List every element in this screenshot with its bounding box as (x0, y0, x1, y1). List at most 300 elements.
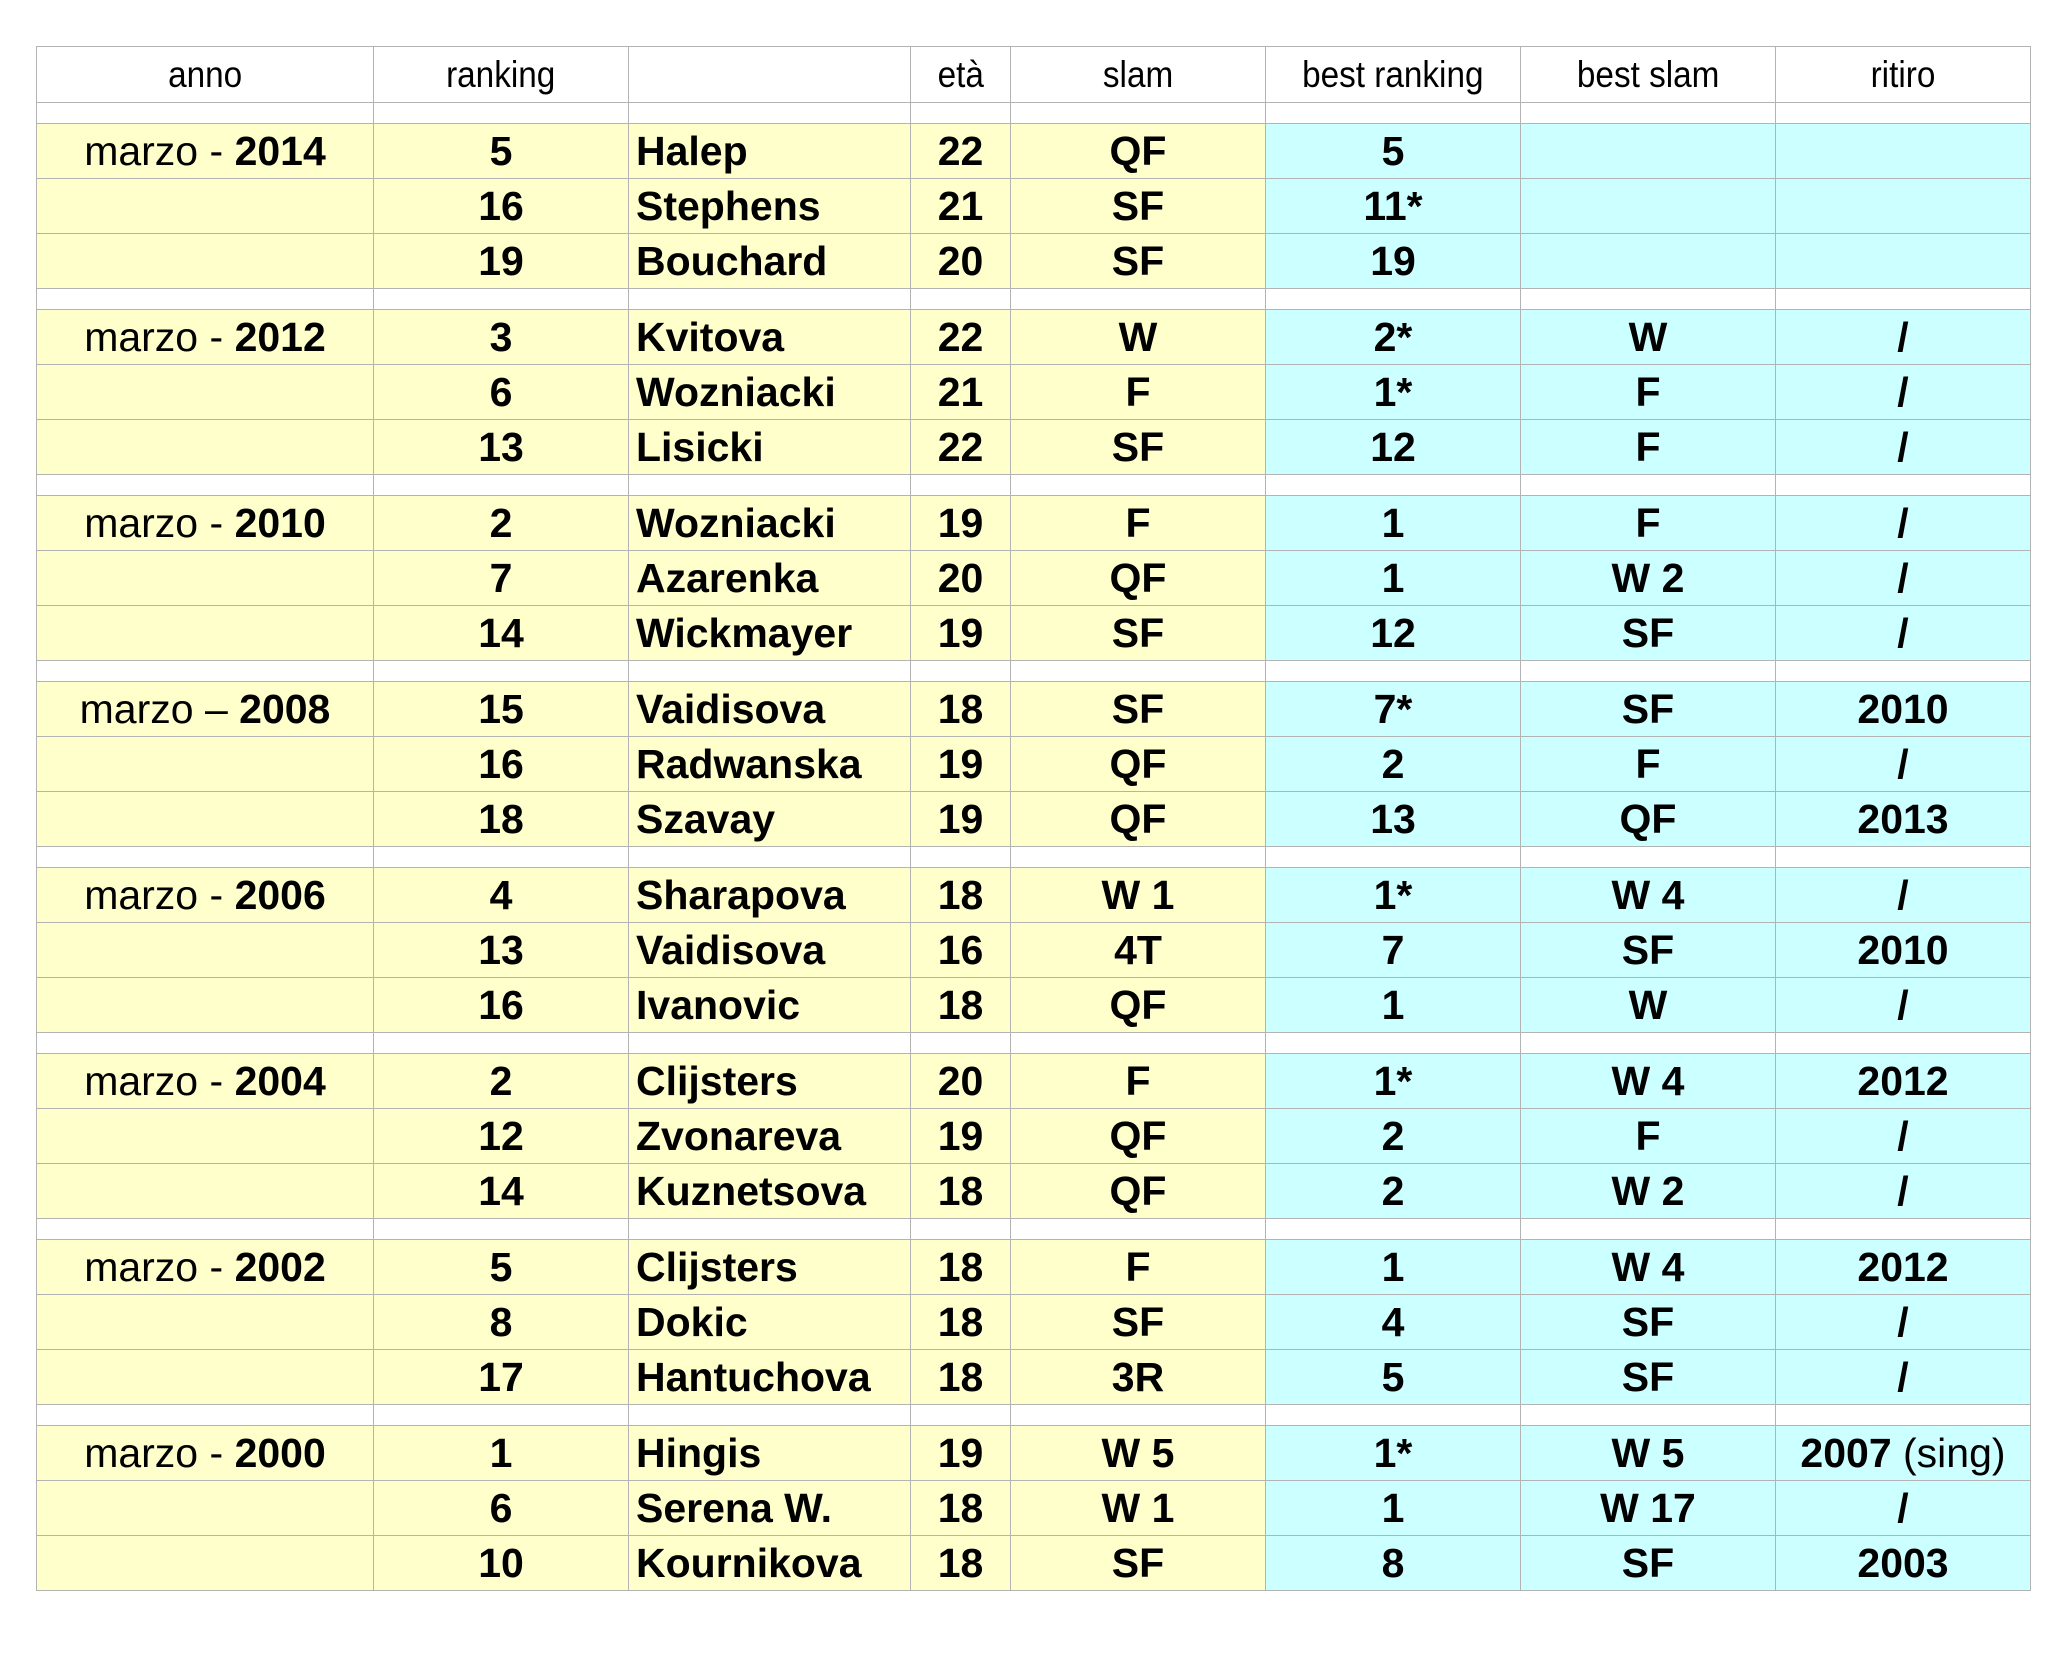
table-row (37, 792, 2031, 847)
separator-cell (911, 103, 1011, 124)
table-row (37, 1536, 2031, 1591)
slam-cell: W (1011, 310, 1266, 365)
table-row (37, 923, 2031, 978)
player-name-cell: Radwanska (629, 737, 911, 792)
year-cell (37, 179, 374, 234)
player-name-cell: Hingis (629, 1426, 911, 1481)
separator-cell (1776, 289, 2031, 310)
header-row (37, 47, 2031, 103)
year-cell (37, 1426, 374, 1481)
separator-cell (1776, 1405, 2031, 1426)
table-row (37, 365, 2031, 420)
player-name-cell: Serena W. (629, 1481, 911, 1536)
player-name-cell: Dokic (629, 1295, 911, 1350)
separator-cell (1776, 1219, 2031, 1240)
group-separator (37, 1405, 2031, 1426)
ritiro-cell (1776, 1426, 2031, 1481)
year-value: 2002 (234, 1243, 326, 1290)
group-separator (37, 1219, 2031, 1240)
best-ranking-cell: 1* (1266, 1054, 1521, 1109)
best-slam-cell: SF (1521, 1295, 1776, 1350)
table-row (37, 1240, 2031, 1295)
ritiro-value: / (1897, 981, 1909, 1028)
year-prefix: marzo – (79, 685, 240, 732)
separator-cell (374, 103, 629, 124)
separator-cell (374, 847, 629, 868)
player-name-cell: Clijsters (629, 1054, 911, 1109)
year-cell (37, 1164, 374, 1219)
age-cell: 18 (911, 1536, 1011, 1591)
best-slam-cell: W 17 (1521, 1481, 1776, 1536)
separator-cell (1521, 661, 1776, 682)
ranking-cell: 19 (374, 234, 629, 289)
slam-cell: QF (1011, 737, 1266, 792)
best-slam-cell: SF (1521, 682, 1776, 737)
slam-cell: SF (1011, 420, 1266, 475)
ranking-cell: 2 (374, 496, 629, 551)
ranking-cell: 6 (374, 1481, 629, 1536)
age-cell: 18 (911, 978, 1011, 1033)
table-row (37, 1054, 2031, 1109)
table-row (37, 1481, 2031, 1536)
age-cell: 20 (911, 1054, 1011, 1109)
best-ranking-cell: 1* (1266, 1426, 1521, 1481)
ritiro-cell (1776, 606, 2031, 661)
year-cell (37, 1481, 374, 1536)
year-cell (37, 1109, 374, 1164)
ritiro-cell (1776, 682, 2031, 737)
slam-cell: QF (1011, 551, 1266, 606)
ranking-cell: 7 (374, 551, 629, 606)
table-row (37, 682, 2031, 737)
year-prefix: marzo - (84, 1243, 235, 1290)
slam-cell: QF (1011, 978, 1266, 1033)
best-slam-cell: W 2 (1521, 551, 1776, 606)
age-cell: 21 (911, 365, 1011, 420)
year-cell (37, 420, 374, 475)
ranking-cell: 13 (374, 420, 629, 475)
best-ranking-cell: 12 (1266, 606, 1521, 661)
player-name-cell: Stephens (629, 179, 911, 234)
separator-cell (374, 1033, 629, 1054)
best-slam-cell: W 4 (1521, 868, 1776, 923)
best-slam-cell (1521, 124, 1776, 179)
separator-cell (1011, 475, 1266, 496)
ritiro-value: / (1897, 313, 1909, 360)
player-name-cell: Clijsters (629, 1240, 911, 1295)
separator-cell (1776, 661, 2031, 682)
table-row (37, 551, 2031, 606)
age-cell: 19 (911, 496, 1011, 551)
slam-cell: F (1011, 365, 1266, 420)
age-cell: 18 (911, 1481, 1011, 1536)
group-separator (37, 1033, 2031, 1054)
slam-cell: 4T (1011, 923, 1266, 978)
separator-cell (1011, 1033, 1266, 1054)
best-slam-cell: W 4 (1521, 1240, 1776, 1295)
table-row (37, 1109, 2031, 1164)
best-slam-cell: W 5 (1521, 1426, 1776, 1481)
separator-cell (1266, 1219, 1521, 1240)
separator-cell (1266, 103, 1521, 124)
header-anno: anno (37, 47, 374, 103)
ritiro-value: 2012 (1857, 1243, 1949, 1290)
age-cell: 19 (911, 606, 1011, 661)
separator-cell (911, 847, 1011, 868)
group-separator (37, 289, 2031, 310)
best-slam-cell: W 4 (1521, 1054, 1776, 1109)
best-slam-cell: QF (1521, 792, 1776, 847)
ritiro-cell (1776, 923, 2031, 978)
separator-cell (374, 661, 629, 682)
slam-cell: W 5 (1011, 1426, 1266, 1481)
best-ranking-cell: 2* (1266, 310, 1521, 365)
player-name-cell: Zvonareva (629, 1109, 911, 1164)
best-ranking-cell: 19 (1266, 234, 1521, 289)
separator-cell (1011, 1405, 1266, 1426)
best-slam-cell: F (1521, 1109, 1776, 1164)
table-row (37, 310, 2031, 365)
year-cell (37, 310, 374, 365)
separator-cell (374, 289, 629, 310)
separator-cell (1011, 289, 1266, 310)
header-best-slam: best slam (1521, 47, 1776, 103)
best-ranking-cell: 1 (1266, 1240, 1521, 1295)
best-ranking-cell: 2 (1266, 737, 1521, 792)
age-cell: 19 (911, 1426, 1011, 1481)
ritiro-cell (1776, 179, 2031, 234)
best-slam-cell: SF (1521, 923, 1776, 978)
separator-cell (911, 1033, 1011, 1054)
best-ranking-cell: 1 (1266, 551, 1521, 606)
year-cell (37, 737, 374, 792)
separator-cell (1266, 1405, 1521, 1426)
year-prefix: marzo - (84, 1057, 235, 1104)
table-row (37, 1295, 2031, 1350)
ranking-cell: 3 (374, 310, 629, 365)
age-cell: 18 (911, 1350, 1011, 1405)
table-row (37, 737, 2031, 792)
ritiro-note: (sing) (1891, 1429, 2006, 1476)
year-cell (37, 868, 374, 923)
separator-cell (629, 847, 911, 868)
separator-cell (629, 661, 911, 682)
separator-cell (37, 1219, 374, 1240)
ritiro-value: 2013 (1857, 795, 1949, 842)
player-name-cell: Bouchard (629, 234, 911, 289)
separator-cell (374, 1219, 629, 1240)
age-cell: 22 (911, 124, 1011, 179)
ranking-cell: 14 (374, 1164, 629, 1219)
table-row (37, 868, 2031, 923)
ritiro-value: 2012 (1857, 1057, 1949, 1104)
slam-cell: W 1 (1011, 868, 1266, 923)
year-cell (37, 923, 374, 978)
year-cell (37, 978, 374, 1033)
ritiro-value: 2010 (1857, 685, 1949, 732)
ritiro-value: 2003 (1857, 1539, 1949, 1586)
slam-cell: SF (1011, 234, 1266, 289)
slam-cell: SF (1011, 1536, 1266, 1591)
slam-cell: F (1011, 1240, 1266, 1295)
ritiro-value: / (1897, 554, 1909, 601)
slam-cell: QF (1011, 1164, 1266, 1219)
best-ranking-cell: 7 (1266, 923, 1521, 978)
separator-cell (37, 847, 374, 868)
ritiro-cell (1776, 1054, 2031, 1109)
separator-cell (629, 289, 911, 310)
ranking-cell: 16 (374, 179, 629, 234)
ritiro-value: / (1897, 1298, 1909, 1345)
separator-cell (911, 289, 1011, 310)
ranking-cell: 4 (374, 868, 629, 923)
table-row (37, 1164, 2031, 1219)
ritiro-value: / (1897, 1112, 1909, 1159)
group-separator (37, 847, 2031, 868)
year-cell (37, 606, 374, 661)
best-ranking-cell: 11* (1266, 179, 1521, 234)
ranking-cell: 10 (374, 1536, 629, 1591)
player-name-cell: Ivanovic (629, 978, 911, 1033)
separator-cell (1266, 475, 1521, 496)
ritiro-cell (1776, 1109, 2031, 1164)
ritiro-cell (1776, 737, 2031, 792)
year-prefix: marzo - (84, 313, 235, 360)
separator-cell (1266, 847, 1521, 868)
ritiro-value: / (1897, 368, 1909, 415)
ritiro-value: / (1897, 1167, 1909, 1214)
year-value: 2000 (234, 1429, 326, 1476)
ritiro-value: / (1897, 1353, 1909, 1400)
separator-cell (1521, 1219, 1776, 1240)
best-ranking-cell: 5 (1266, 1350, 1521, 1405)
ranking-cell: 5 (374, 1240, 629, 1295)
separator-cell (911, 1219, 1011, 1240)
separator-cell (911, 1405, 1011, 1426)
age-cell: 18 (911, 1295, 1011, 1350)
best-ranking-cell: 1 (1266, 978, 1521, 1033)
ranking-cell: 14 (374, 606, 629, 661)
separator-cell (37, 475, 374, 496)
player-name-cell: Sharapova (629, 868, 911, 923)
age-cell: 18 (911, 1164, 1011, 1219)
year-value: 2008 (239, 685, 331, 732)
best-slam-cell: W (1521, 310, 1776, 365)
ranking-cell: 17 (374, 1350, 629, 1405)
header-name (629, 47, 911, 103)
ranking-cell: 16 (374, 737, 629, 792)
best-slam-cell: F (1521, 365, 1776, 420)
year-cell (37, 234, 374, 289)
slam-cell: QF (1011, 1109, 1266, 1164)
age-cell: 22 (911, 310, 1011, 365)
best-ranking-cell: 1* (1266, 365, 1521, 420)
player-name-cell: Wickmayer (629, 606, 911, 661)
best-slam-cell: W (1521, 978, 1776, 1033)
separator-cell (1521, 289, 1776, 310)
player-name-cell: Vaidisova (629, 923, 911, 978)
separator-cell (374, 475, 629, 496)
year-cell (37, 1054, 374, 1109)
ritiro-cell (1776, 868, 2031, 923)
age-cell: 16 (911, 923, 1011, 978)
ritiro-value: / (1897, 740, 1909, 787)
best-slam-cell: SF (1521, 1536, 1776, 1591)
separator-cell (374, 1405, 629, 1426)
separator-cell (1776, 1033, 2031, 1054)
player-name-cell: Halep (629, 124, 911, 179)
separator-cell (37, 103, 374, 124)
age-cell: 18 (911, 868, 1011, 923)
ranking-cell: 15 (374, 682, 629, 737)
age-cell: 19 (911, 737, 1011, 792)
table-row (37, 234, 2031, 289)
year-cell (37, 1536, 374, 1591)
table-body (37, 103, 2031, 1591)
group-separator (37, 661, 2031, 682)
best-ranking-cell: 4 (1266, 1295, 1521, 1350)
ritiro-cell (1776, 310, 2031, 365)
separator-cell (37, 1405, 374, 1426)
separator-cell (1266, 1033, 1521, 1054)
ranking-cell: 6 (374, 365, 629, 420)
separator-cell (37, 1033, 374, 1054)
ranking-cell: 16 (374, 978, 629, 1033)
best-ranking-cell: 5 (1266, 124, 1521, 179)
age-cell: 20 (911, 234, 1011, 289)
ritiro-cell (1776, 365, 2031, 420)
year-cell (37, 496, 374, 551)
separator-cell (1521, 1405, 1776, 1426)
ritiro-value: / (1897, 499, 1909, 546)
slam-cell: QF (1011, 792, 1266, 847)
separator-cell (1776, 103, 2031, 124)
slam-cell: SF (1011, 606, 1266, 661)
ritiro-value: / (1897, 871, 1909, 918)
group-separator (37, 475, 2031, 496)
best-slam-cell: SF (1521, 1350, 1776, 1405)
separator-cell (1776, 475, 2031, 496)
separator-cell (911, 661, 1011, 682)
ritiro-cell (1776, 1164, 2031, 1219)
slam-cell: SF (1011, 1295, 1266, 1350)
year-prefix: marzo - (84, 1429, 235, 1476)
header-ritiro: ritiro (1776, 47, 2031, 103)
year-prefix: marzo - (84, 127, 235, 174)
ritiro-cell (1776, 978, 2031, 1033)
ranking-cell: 8 (374, 1295, 629, 1350)
year-prefix: marzo - (84, 871, 235, 918)
year-cell (37, 124, 374, 179)
best-slam-cell: F (1521, 737, 1776, 792)
best-ranking-cell: 2 (1266, 1164, 1521, 1219)
slam-cell: 3R (1011, 1350, 1266, 1405)
table-row (37, 1426, 2031, 1481)
player-name-cell: Wozniacki (629, 496, 911, 551)
best-slam-cell (1521, 234, 1776, 289)
year-prefix: marzo - (84, 499, 235, 546)
separator-cell (1266, 661, 1521, 682)
slam-cell: F (1011, 1054, 1266, 1109)
year-value: 2014 (234, 127, 326, 174)
ranking-cell: 18 (374, 792, 629, 847)
table-row (37, 420, 2031, 475)
ritiro-cell (1776, 551, 2031, 606)
year-value: 2006 (234, 871, 326, 918)
best-slam-cell: SF (1521, 606, 1776, 661)
year-cell (37, 1240, 374, 1295)
slam-cell: SF (1011, 179, 1266, 234)
player-name-cell: Hantuchova (629, 1350, 911, 1405)
year-value: 2004 (234, 1057, 326, 1104)
ritiro-cell (1776, 792, 2031, 847)
table-row (37, 179, 2031, 234)
header-slam: slam (1011, 47, 1266, 103)
table-row (37, 978, 2031, 1033)
player-name-cell: Vaidisova (629, 682, 911, 737)
separator-cell (1011, 661, 1266, 682)
separator-cell (629, 1033, 911, 1054)
age-cell: 19 (911, 1109, 1011, 1164)
ritiro-cell (1776, 1295, 2031, 1350)
player-name-cell: Kuznetsova (629, 1164, 911, 1219)
ranking-cell: 13 (374, 923, 629, 978)
header-ranking: ranking (374, 47, 629, 103)
best-slam-cell: F (1521, 420, 1776, 475)
ritiro-value: 2010 (1857, 926, 1949, 973)
separator-cell (1521, 1033, 1776, 1054)
age-cell: 20 (911, 551, 1011, 606)
year-cell (37, 1350, 374, 1405)
best-ranking-cell: 12 (1266, 420, 1521, 475)
player-name-cell: Kvitova (629, 310, 911, 365)
year-cell (37, 365, 374, 420)
table-row (37, 124, 2031, 179)
separator-cell (1521, 847, 1776, 868)
separator-cell (1521, 103, 1776, 124)
best-ranking-cell: 13 (1266, 792, 1521, 847)
year-cell (37, 792, 374, 847)
age-cell: 18 (911, 682, 1011, 737)
ritiro-cell (1776, 1536, 2031, 1591)
age-cell: 21 (911, 179, 1011, 234)
ritiro-value: / (1897, 423, 1909, 470)
year-cell (37, 682, 374, 737)
player-name-cell: Lisicki (629, 420, 911, 475)
ranking-table (36, 46, 2031, 1591)
age-cell: 18 (911, 1240, 1011, 1295)
ranking-cell: 1 (374, 1426, 629, 1481)
year-cell (37, 1295, 374, 1350)
ritiro-cell (1776, 234, 2031, 289)
best-slam-cell: F (1521, 496, 1776, 551)
year-value: 2010 (234, 499, 326, 546)
separator-cell (629, 1219, 911, 1240)
best-slam-cell (1521, 179, 1776, 234)
age-cell: 19 (911, 792, 1011, 847)
separator-cell (629, 1405, 911, 1426)
best-ranking-cell: 8 (1266, 1536, 1521, 1591)
separator-cell (911, 475, 1011, 496)
ranking-cell: 2 (374, 1054, 629, 1109)
year-value: 2012 (234, 313, 326, 360)
ritiro-cell (1776, 1240, 2031, 1295)
separator-cell (1011, 847, 1266, 868)
table-row (37, 606, 2031, 661)
group-separator (37, 103, 2031, 124)
separator-cell (1266, 289, 1521, 310)
separator-cell (629, 475, 911, 496)
